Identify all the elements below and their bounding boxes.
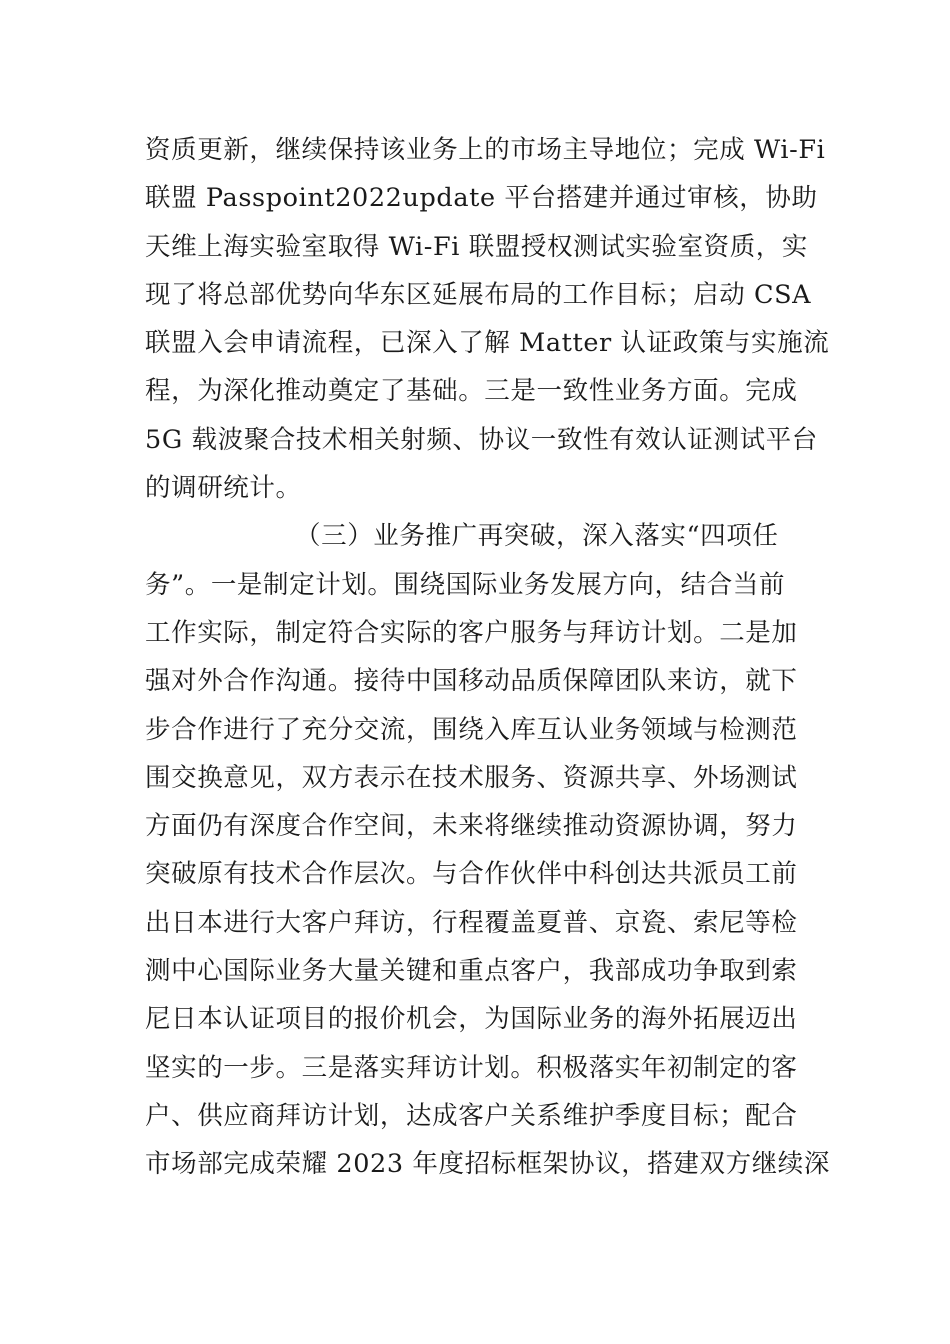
text-line: 5G 载波聚合技术相关射频、协议一致性有效认证测试平台 <box>145 424 818 455</box>
text-line: 方面仍有深度合作空间，未来将继续推动资源协调，努力 <box>145 811 798 842</box>
text-line: 围交换意见，双方表示在技术服务、资源共享、外场测试 <box>145 762 798 793</box>
text-line: 天维上海实验室取得 Wi-Fi 联盟授权测试实验室资质，实 <box>145 231 808 262</box>
text-line: 户、供应商拜访计划，达成客户关系维护季度目标；配合 <box>145 1100 798 1131</box>
text-line: 突破原有技术合作层次。与合作伙伴中科创达共派员工前 <box>145 859 798 890</box>
text-line: 强对外合作沟通。接待中国移动品质保障团队来访，就下 <box>145 666 798 697</box>
text-line: 务”。一是制定计划。围绕国际业务发展方向，结合当前 <box>145 569 786 600</box>
text-line: 工作实际，制定符合实际的客户服务与拜访计划。二是加 <box>145 617 798 648</box>
text-line: 联盟入会申请流程，已深入了解 Matter 认证政策与实施流 <box>145 328 830 359</box>
document-body <box>145 126 831 1189</box>
text-line: 尼日本认证项目的报价机会，为国际业务的海外拓展迈出 <box>145 1004 798 1035</box>
text-line: 出日本进行大客户拜访，行程覆盖夏普、京瓷、索尼等检 <box>145 907 798 938</box>
text-line: 测中心国际业务大量关键和重点客户，我部成功争取到索 <box>145 956 798 987</box>
text-line: 坚实的一步。三是落实拜访计划。积极落实年初制定的客 <box>145 1052 798 1083</box>
text-line: 现了将总部优势向华东区延展布局的工作目标；启动 CSA <box>145 279 812 310</box>
text-line: 的调研统计。 <box>145 473 302 504</box>
text-line: 联盟 Passpoint2022update 平台搭建并通过审核，协助 <box>145 183 818 214</box>
text-line: 程，为深化推动奠定了基础。三是一致性业务方面。完成 <box>145 376 798 407</box>
text-line: 资质更新，继续保持该业务上的市场主导地位；完成 Wi-Fi <box>145 135 826 165</box>
section-heading: （三）业务推广再突破，深入落实“四项任 <box>295 521 779 552</box>
text-line: 市场部完成荣耀 2023 年度招标框架协议，搭建双方继续深 <box>145 1149 831 1180</box>
text-line: 步合作进行了充分交流，围绕入库互认业务领域与检测范 <box>145 714 798 745</box>
